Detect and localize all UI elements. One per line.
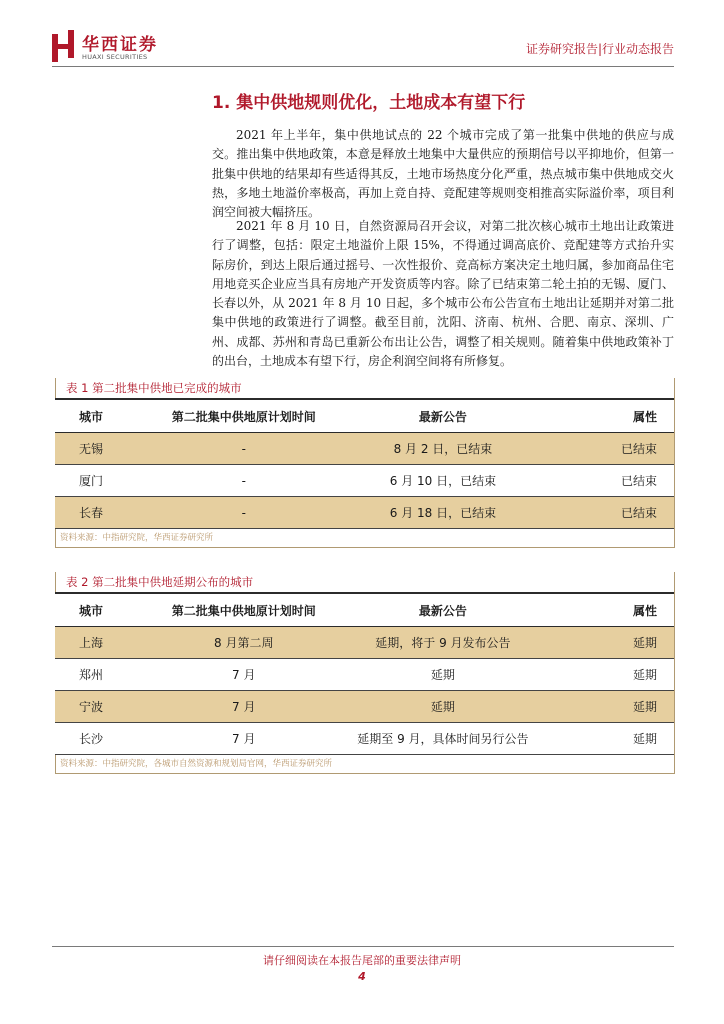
cell-city: 厦门	[55, 465, 159, 497]
column-header-status: 属性	[557, 593, 675, 627]
body-paragraph-1	[212, 126, 674, 222]
cell-status: 延期	[557, 659, 675, 691]
cell-status: 延期	[557, 627, 675, 659]
cell-latest-notice: 延期，将于 9 月发布公告	[329, 627, 558, 659]
brand-name: 华西证券	[82, 35, 158, 55]
page-number: 4	[358, 970, 366, 983]
legal-notice: 请仔细阅读在本报告尾部的重要法律声明	[263, 954, 461, 967]
table-caption: 表 2 第二批集中供地延期公布的城市	[55, 572, 675, 592]
table-row	[55, 465, 675, 497]
table-row	[55, 627, 675, 659]
paragraph-text: 2021 年上半年，集中供地试点的 22 个城市完成了第一批集中供地的供应与成交。推出集中供地政策，本意是释放土地集中大量供应的预期信号以平抑地价，但第一批集中供地的结果却有些适得其反，土地市场热度分化严重，热点城市集中供地成交火热，多地土地溢价率极高，再加上竞自持、竞配建等规则变相推高实际溢价率，项目利润空间被大幅挤压。	[212, 128, 674, 220]
cell-city: 长沙	[55, 723, 159, 755]
cell-city: 上海	[55, 627, 159, 659]
cell-city: 宁波	[55, 691, 159, 723]
cell-status: 已结束	[557, 433, 675, 465]
paragraph-text: 2021 年 8 月 10 日，自然资源局召开会议，对第二批次核心城市土地出让政策进行了调整，包括：限定土地溢价上限 15%，不得通过调高底价、竞配建等方式抬升实际房价，到达上限后通过摇号、一次性报价、竞高标方案决定土地归属，参加商品住宅用地竞买企业应当具有房地产开发资质等内容。除了已结束第二轮土拍的无锡、厦门、长春以外，从 2021 年 8 月 10 日起，多个城市公布公告宣布土地出让延期并对第二批集中供地的政策进行了调整。截至目前，沈阳、济南、杭州、合肥、南京、深圳、广州、成都、苏州和青岛已重新公布出让公告，调整了相关规则。随着集中供地政策补丁的出台，土地成本有望下行，房企利润空间将有所修复。	[212, 219, 674, 369]
cell-plan-time: 7 月	[159, 691, 329, 723]
column-header-plan-time: 第二批集中供地原计划时间	[159, 593, 329, 627]
column-header-latest-notice: 最新公告	[329, 399, 558, 433]
cell-latest-notice: 6 月 10 日，已结束	[329, 465, 558, 497]
table-row	[55, 433, 675, 465]
column-header-city: 城市	[55, 399, 159, 433]
table-header-row	[55, 399, 675, 433]
cell-latest-notice: 延期	[329, 659, 558, 691]
report-type: 证券研究报告|行业动态报告	[525, 42, 674, 56]
cell-plan-time: 8 月第二周	[159, 627, 329, 659]
table-row	[55, 691, 675, 723]
cell-plan-time: -	[159, 465, 329, 497]
table-source: 资料来源：中指研究院，各城市自然资源和规划局官网，华西证券研究所	[55, 755, 675, 774]
column-header-latest-notice: 最新公告	[329, 593, 558, 627]
section-title: 1. 集中供地规则优化，土地成本有望下行	[212, 93, 526, 113]
cell-status: 延期	[557, 723, 675, 755]
page-header	[0, 0, 724, 70]
cell-plan-time: -	[159, 433, 329, 465]
column-header-city: 城市	[55, 593, 159, 627]
cell-city: 长春	[55, 497, 159, 529]
cell-plan-time: 7 月	[159, 723, 329, 755]
cell-latest-notice: 延期至 9 月，具体时间另行公告	[329, 723, 558, 755]
cell-status: 延期	[557, 691, 675, 723]
table-delayed-cities	[55, 572, 675, 774]
table-header-row	[55, 593, 675, 627]
cell-plan-time: 7 月	[159, 659, 329, 691]
table-completed-cities	[55, 378, 675, 548]
header-divider	[52, 66, 674, 67]
table-row	[55, 659, 675, 691]
table-row	[55, 497, 675, 529]
cell-city: 无锡	[55, 433, 159, 465]
cell-plan-time: -	[159, 497, 329, 529]
column-header-plan-time: 第二批集中供地原计划时间	[159, 399, 329, 433]
table-caption: 表 1 第二批集中供地已完成的城市	[55, 378, 675, 398]
cell-status: 已结束	[557, 465, 675, 497]
cell-latest-notice: 延期	[329, 691, 558, 723]
body-paragraph-2	[212, 217, 674, 371]
column-header-status: 属性	[557, 399, 675, 433]
huaxi-logo-icon	[52, 30, 74, 62]
cell-latest-notice: 6 月 18 日，已结束	[329, 497, 558, 529]
brand-name-english: HUAXI SECURITIES	[82, 53, 148, 61]
table-row	[55, 723, 675, 755]
table-source: 资料来源：中指研究院，华西证券研究所	[55, 529, 675, 548]
footer-divider	[52, 946, 674, 947]
data-table	[55, 398, 675, 529]
cell-city: 郑州	[55, 659, 159, 691]
cell-status: 已结束	[557, 497, 675, 529]
data-table	[55, 592, 675, 755]
cell-latest-notice: 8 月 2 日，已结束	[329, 433, 558, 465]
